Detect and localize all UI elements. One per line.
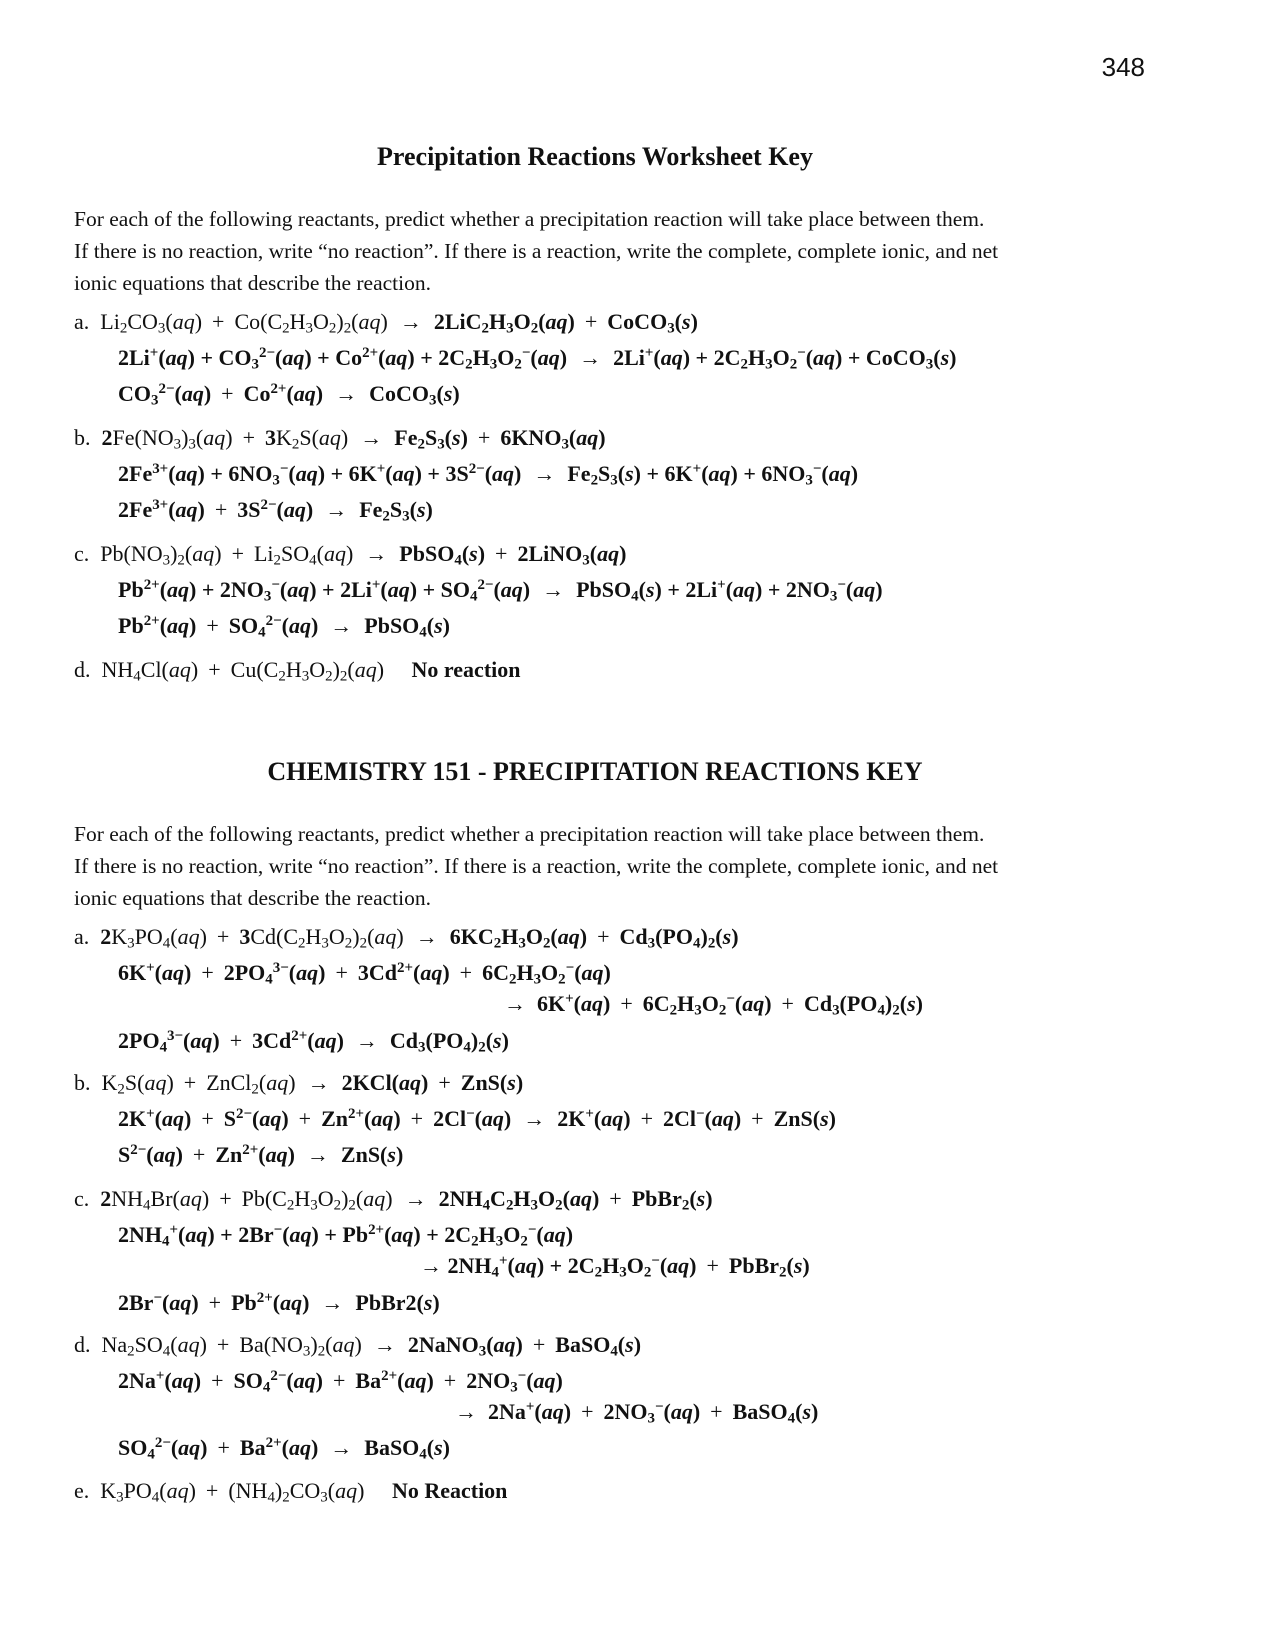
s1-c-ionic: $Pb^{2+}(aq) + 2NO_3^-(aq) + 2Li^+(aq) + SO_4^{2-}(aq)$ → PbSO$_4$(s) + $2Li^+(aq) + 2NO_3^-(aq)$ bbox=[118, 576, 883, 605]
intro-line: For each of the following reactants, predict whether a precipitation reaction will take place between them. bbox=[74, 822, 985, 846]
s1-d-molecular: d. $NH_4Cl(aq) + Cu(C_2H_3O_2)_2(aq)$ No reaction bbox=[74, 657, 521, 685]
intro-line: ionic equations that describe the reaction. bbox=[74, 271, 432, 295]
s1-c-net: $Pb^{2+}(aq) + SO_4^{2-}(aq)$ → PbSO$_4$(s) bbox=[118, 612, 450, 641]
s1-a-molecular: a. $Li_2CO_3(aq) + Co(C_2H_3O_2)_2(aq) \to 2LiC_2H_3O_2(aq)$ + CoCO$_3$(s) bbox=[74, 309, 698, 337]
intro-line: For each of the following reactants, predict whether a precipitation reaction will take place between them. bbox=[74, 207, 985, 231]
s1-c-molecular: c. $Pb(NO_3)_2(aq) + Li_2SO_4(aq)$ → PbSO$_4$(s) + 2LiNO$_3$(aq) bbox=[74, 541, 627, 569]
s2-c-ionic-1: $2NH_4^+(aq) + 2Br^-(aq) + Pb^{2+}(aq) + 2C_2H_3O_2^-(aq)$ bbox=[118, 1221, 574, 1250]
intro-line: ionic equations that describe the reaction. bbox=[74, 886, 432, 910]
s2-d-ionic-1: $2Na^+(aq) + SO_4^{2-}(aq) + Ba^{2+}(aq) + 2NO_3^-(aq)$ bbox=[118, 1367, 563, 1396]
s2-b-net: $S^{2-}(aq) + Zn^{2+}(aq) \to ZnS(s)$ bbox=[118, 1141, 404, 1167]
s1-a-ionic: $2Li^+(aq) + CO_3^{2-}(aq) + Co^{2+}(aq) + 2C_2H_3O_2^-(aq) \to 2Li^+(aq) + 2C_2H_3O_2^-(aq)$ + CoCO$_3$(s) bbox=[118, 344, 957, 373]
s2-a-ionic-1: $6K^+(aq) + 2PO_4^{3-}(aq) + 3Cd^{2+}(aq) + 6C_2H_3O_2^-(aq)$ bbox=[118, 959, 611, 988]
intro-line: If there is no reaction, write “no reaction”. If there is a reaction, write the complete, complete ionic, and net bbox=[74, 239, 999, 263]
section1-title: Precipitation Reactions Worksheet Key bbox=[377, 142, 813, 171]
s1-a-net: $CO_3^{2-}(aq) + Co^{2+}(aq)$ → CoCO$_3$(s) bbox=[118, 380, 460, 409]
s2-a-net: $2PO_4^{3-}(aq) + 3Cd^{2+}(aq) \to Cd_3(PO_4)_2(s)$ bbox=[118, 1027, 509, 1056]
s1-b-molecular: b. $2Fe(NO_3)_3(aq) + 3K_2S(aq) \to Fe_2S_3(s) + 6KNO_3(aq)$ bbox=[74, 425, 606, 453]
s2-c-net: $2Br^-(aq) + Pb^{2+}(aq)$ → PbBr2(s) bbox=[118, 1289, 440, 1315]
intro-line: If there is no reaction, write “no reaction”. If there is a reaction, write the complete, complete ionic, and net bbox=[74, 854, 999, 878]
s2-c-molecular: c. $2NH_4Br(aq) + Pb(C_2H_3O_2)_2(aq) \to 2NH_4C_2H_3O_2(aq)$ + PbBr$_2$(s) bbox=[74, 1186, 713, 1214]
s2-d-molecular: d. $Na_2SO_4(aq) + Ba(NO_3)_2(aq)$ → 2NaNO$_3$(aq) + BaSO$_4$(s) bbox=[74, 1332, 642, 1360]
s2-c-ionic-2: → $2NH_4^+(aq) + 2C_2H_3O_2^-(aq)$ + PbBr$_2$(s) bbox=[420, 1252, 810, 1281]
page-number: 348 bbox=[1101, 52, 1145, 82]
section1-intro bbox=[74, 203, 1134, 299]
s2-a-ionic-2: → $6K^+(aq) + 6C_2H_3O_2^-(aq) + Cd_3(PO_4)_2(s)$ bbox=[504, 990, 923, 1019]
s2-d-net: $SO_4^{2-}(aq) + Ba^{2+}(aq)$ → BaSO$_4$(s) bbox=[118, 1434, 450, 1463]
s2-b-ionic: $2K^+(aq) + S^{2-}(aq) + Zn^{2+}(aq) + 2Cl^-(aq) \to 2K^+(aq) + 2Cl^-(aq) + ZnS(s)$ bbox=[118, 1105, 836, 1131]
s1-b-ionic: $2Fe^{3+}(aq) + 6NO_3^-(aq) + 6K^+(aq) + 3S^{2-}(aq) \to Fe_2S_3(s) + 6K^+(aq) + 6NO_3^-(aq)$ bbox=[118, 460, 859, 489]
s2-b-molecular: b. $K_2S(aq)$ + ZnCl$_2$(aq) → 2KCl(aq) + ZnS(s) bbox=[74, 1070, 524, 1098]
section2-intro bbox=[74, 818, 1134, 914]
s2-e-molecular: e. $K_3PO_4(aq) + (NH_4)_2CO_3(aq)$ No Reaction bbox=[74, 1478, 508, 1506]
s2-a-molecular: a. $2K_3PO_4(aq) + 3Cd(C_2H_3O_2)_2(aq) \to 6KC_2H_3O_2(aq) + Cd_3(PO_4)_2(s)$ bbox=[74, 924, 739, 952]
s1-b-net: $2Fe^{3+}(aq) + 3S^{2-}(aq) \to Fe_2S_3(s)$ bbox=[118, 496, 433, 525]
s2-d-ionic-2: → $2Na^+(aq) + 2NO_3^-(aq)$ + BaSO$_4$(s) bbox=[455, 1398, 819, 1427]
section2-title: CHEMISTRY 151 - PRECIPITATION REACTIONS KEY bbox=[267, 757, 923, 786]
